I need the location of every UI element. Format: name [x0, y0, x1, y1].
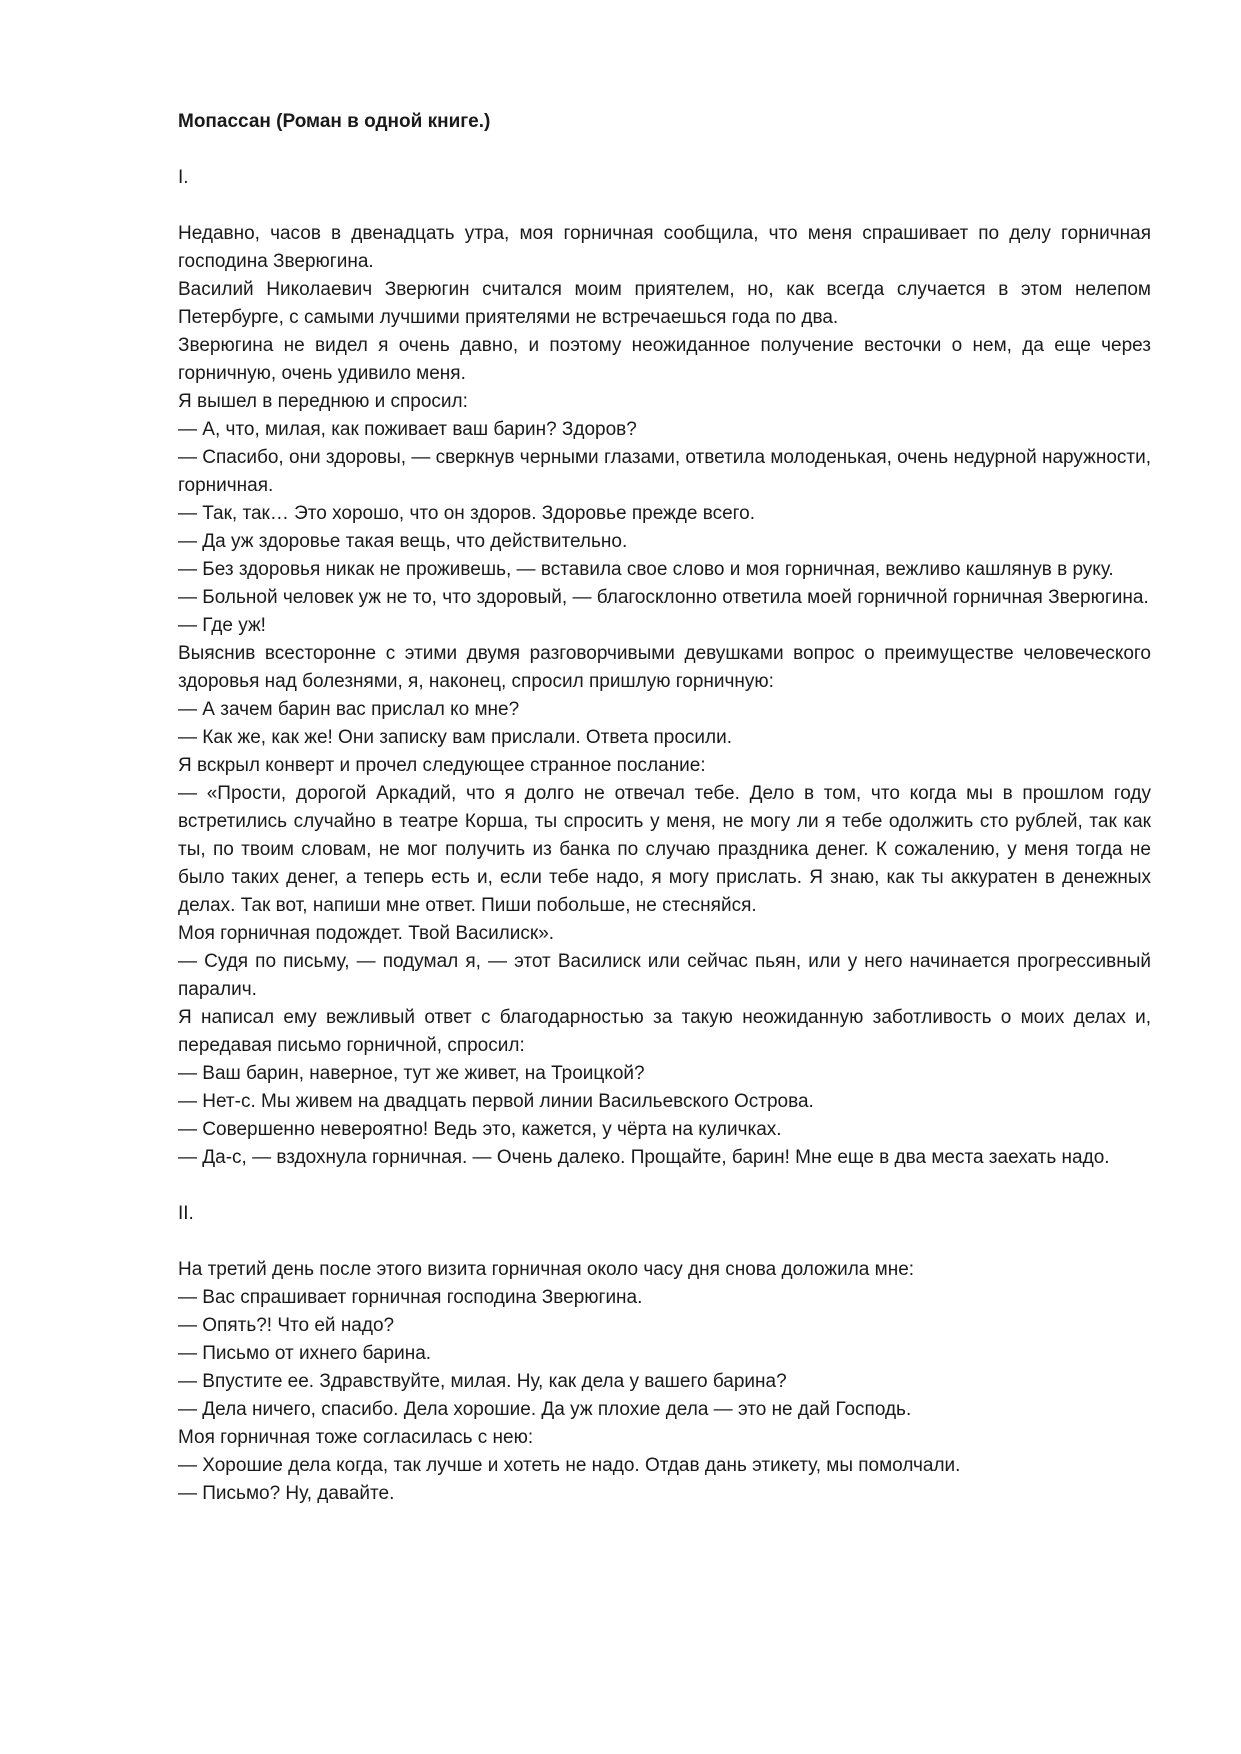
paragraph: — Впустите ее. Здравствуйте, милая. Ну, как дела у вашего барина? [178, 1371, 787, 1392]
paragraph: Я вскрыл конверт и прочел следующее странное послание: [178, 755, 706, 776]
paragraph: — Опять?! Что ей надо? [178, 1315, 395, 1336]
paragraph: — Да-с, — вздохнула горничная. — Очень далеко. Прощайте, барин! Мне еще в два места заехать надо. [178, 1147, 1110, 1168]
paragraph: Василий Николаевич Зверюгин считался моим приятелем, но, как всегда случается в этом нелепом Петербурге, с самыми лучшими приятелями не встречаешься года по два. [178, 279, 1151, 328]
paragraph: Выяснив всесторонне с этими двумя разговорчивыми девушками вопрос о преимуществе человеческого здоровья над болезнями, я, наконец, спросил пришлую горничную: [178, 643, 1151, 692]
paragraph: — Вас спрашивает горничная господина Зверюгина. [178, 1287, 643, 1308]
paragraph: — Без здоровья никак не проживешь, — вставила свое слово и моя горничная, вежливо кашлянув в руку. [178, 559, 1114, 580]
paragraph: На третий день после этого визита горничная около часу дня снова доложила мне: [178, 1259, 915, 1280]
paragraph: — Больной человек уж не то, что здоровый, — благосклонно ответила моей горничной горничная Зверюгина. [178, 587, 1149, 608]
spacer [178, 192, 1151, 220]
paragraph: Моя горничная тоже согласилась с нею: [178, 1427, 534, 1448]
document-title: Мопассан (Роман в одной книге.) [178, 111, 491, 132]
section-heading-1: I. [178, 167, 189, 188]
paragraph: — «Прости, дорогой Аркадий, что я долго не отвечал тебе. Дело в том, что когда мы в прошлом году встретились случайно в театре Корша, ты спросить у меня, не могу ли я тебе одолжить сто рублей, так как ты, по твоим словам, не мог получить из банка по случаю праздника денег. К сожалению, у меня тогда не было таких денег, а теперь есть и, если тебе надо, я могу прислать. Я знаю, как ты аккуратен в денежных делах. Так вот, напиши мне ответ. Пиши побольше, не стесняйся. [178, 783, 1151, 916]
paragraph: — Дела ничего, спасибо. Дела хорошие. Да уж плохие дела — это не дай Господь. [178, 1399, 912, 1420]
document-page [178, 108, 1151, 1508]
paragraph: Моя горничная подождет. Твой Василиск». [178, 923, 555, 944]
section-2-body [178, 1256, 1151, 1508]
paragraph: — Совершенно невероятно! Ведь это, кажется, у чёрта на куличках. [178, 1119, 782, 1140]
paragraph: — Письмо от ихнего барина. [178, 1343, 432, 1364]
paragraph: — Где уж! [178, 615, 266, 636]
spacer [178, 136, 1151, 164]
paragraph: — Так, так… Это хорошо, что он здоров. Здоровье прежде всего. [178, 503, 756, 524]
paragraph: — Да уж здоровье такая вещь, что действительно. [178, 531, 628, 552]
paragraph: — Нет-с. Мы живем на двадцать первой линии Васильевского Острова. [178, 1091, 814, 1112]
paragraph: — Судя по письму, — подумал я, — этот Василиск или сейчас пьян, или у него начинается прогрессивный паралич. [178, 951, 1151, 1000]
spacer [178, 1172, 1151, 1200]
paragraph: — Хорошие дела когда, так лучше и хотеть не надо. Отдав дань этикету, мы помолчали. [178, 1455, 961, 1476]
paragraph: Недавно, часов в двенадцать утра, моя горничная сообщила, что меня спрашивает по делу горничная господина Зверюгина. [178, 223, 1151, 272]
paragraph: — А зачем барин вас прислал ко мне? [178, 699, 520, 720]
paragraph: Я вышел в переднюю и спросил: [178, 391, 468, 412]
paragraph: — А, что, милая, как поживает ваш барин? Здоров? [178, 419, 637, 440]
spacer [178, 1228, 1151, 1256]
section-heading-2: II. [178, 1203, 194, 1224]
paragraph: — Как же, как же! Они записку вам прислали. Ответа просили. [178, 727, 733, 748]
paragraph: — Спасибо, они здоровы, — сверкнув черными глазами, ответила молоденькая, очень недурной наружности, горничная. [178, 447, 1151, 496]
section-1-body [178, 220, 1151, 1172]
paragraph: Зверюгина не видел я очень давно, и поэтому неожиданное получение весточки о нем, да еще через горничную, очень удивило меня. [178, 335, 1151, 384]
paragraph: — Письмо? Ну, давайте. [178, 1483, 395, 1504]
paragraph: Я написал ему вежливый ответ с благодарностью за такую неожиданную заботливость о моих делах и, передавая письмо горничной, спросил: [178, 1007, 1151, 1056]
paragraph: — Ваш барин, наверное, тут же живет, на Троицкой? [178, 1063, 645, 1084]
